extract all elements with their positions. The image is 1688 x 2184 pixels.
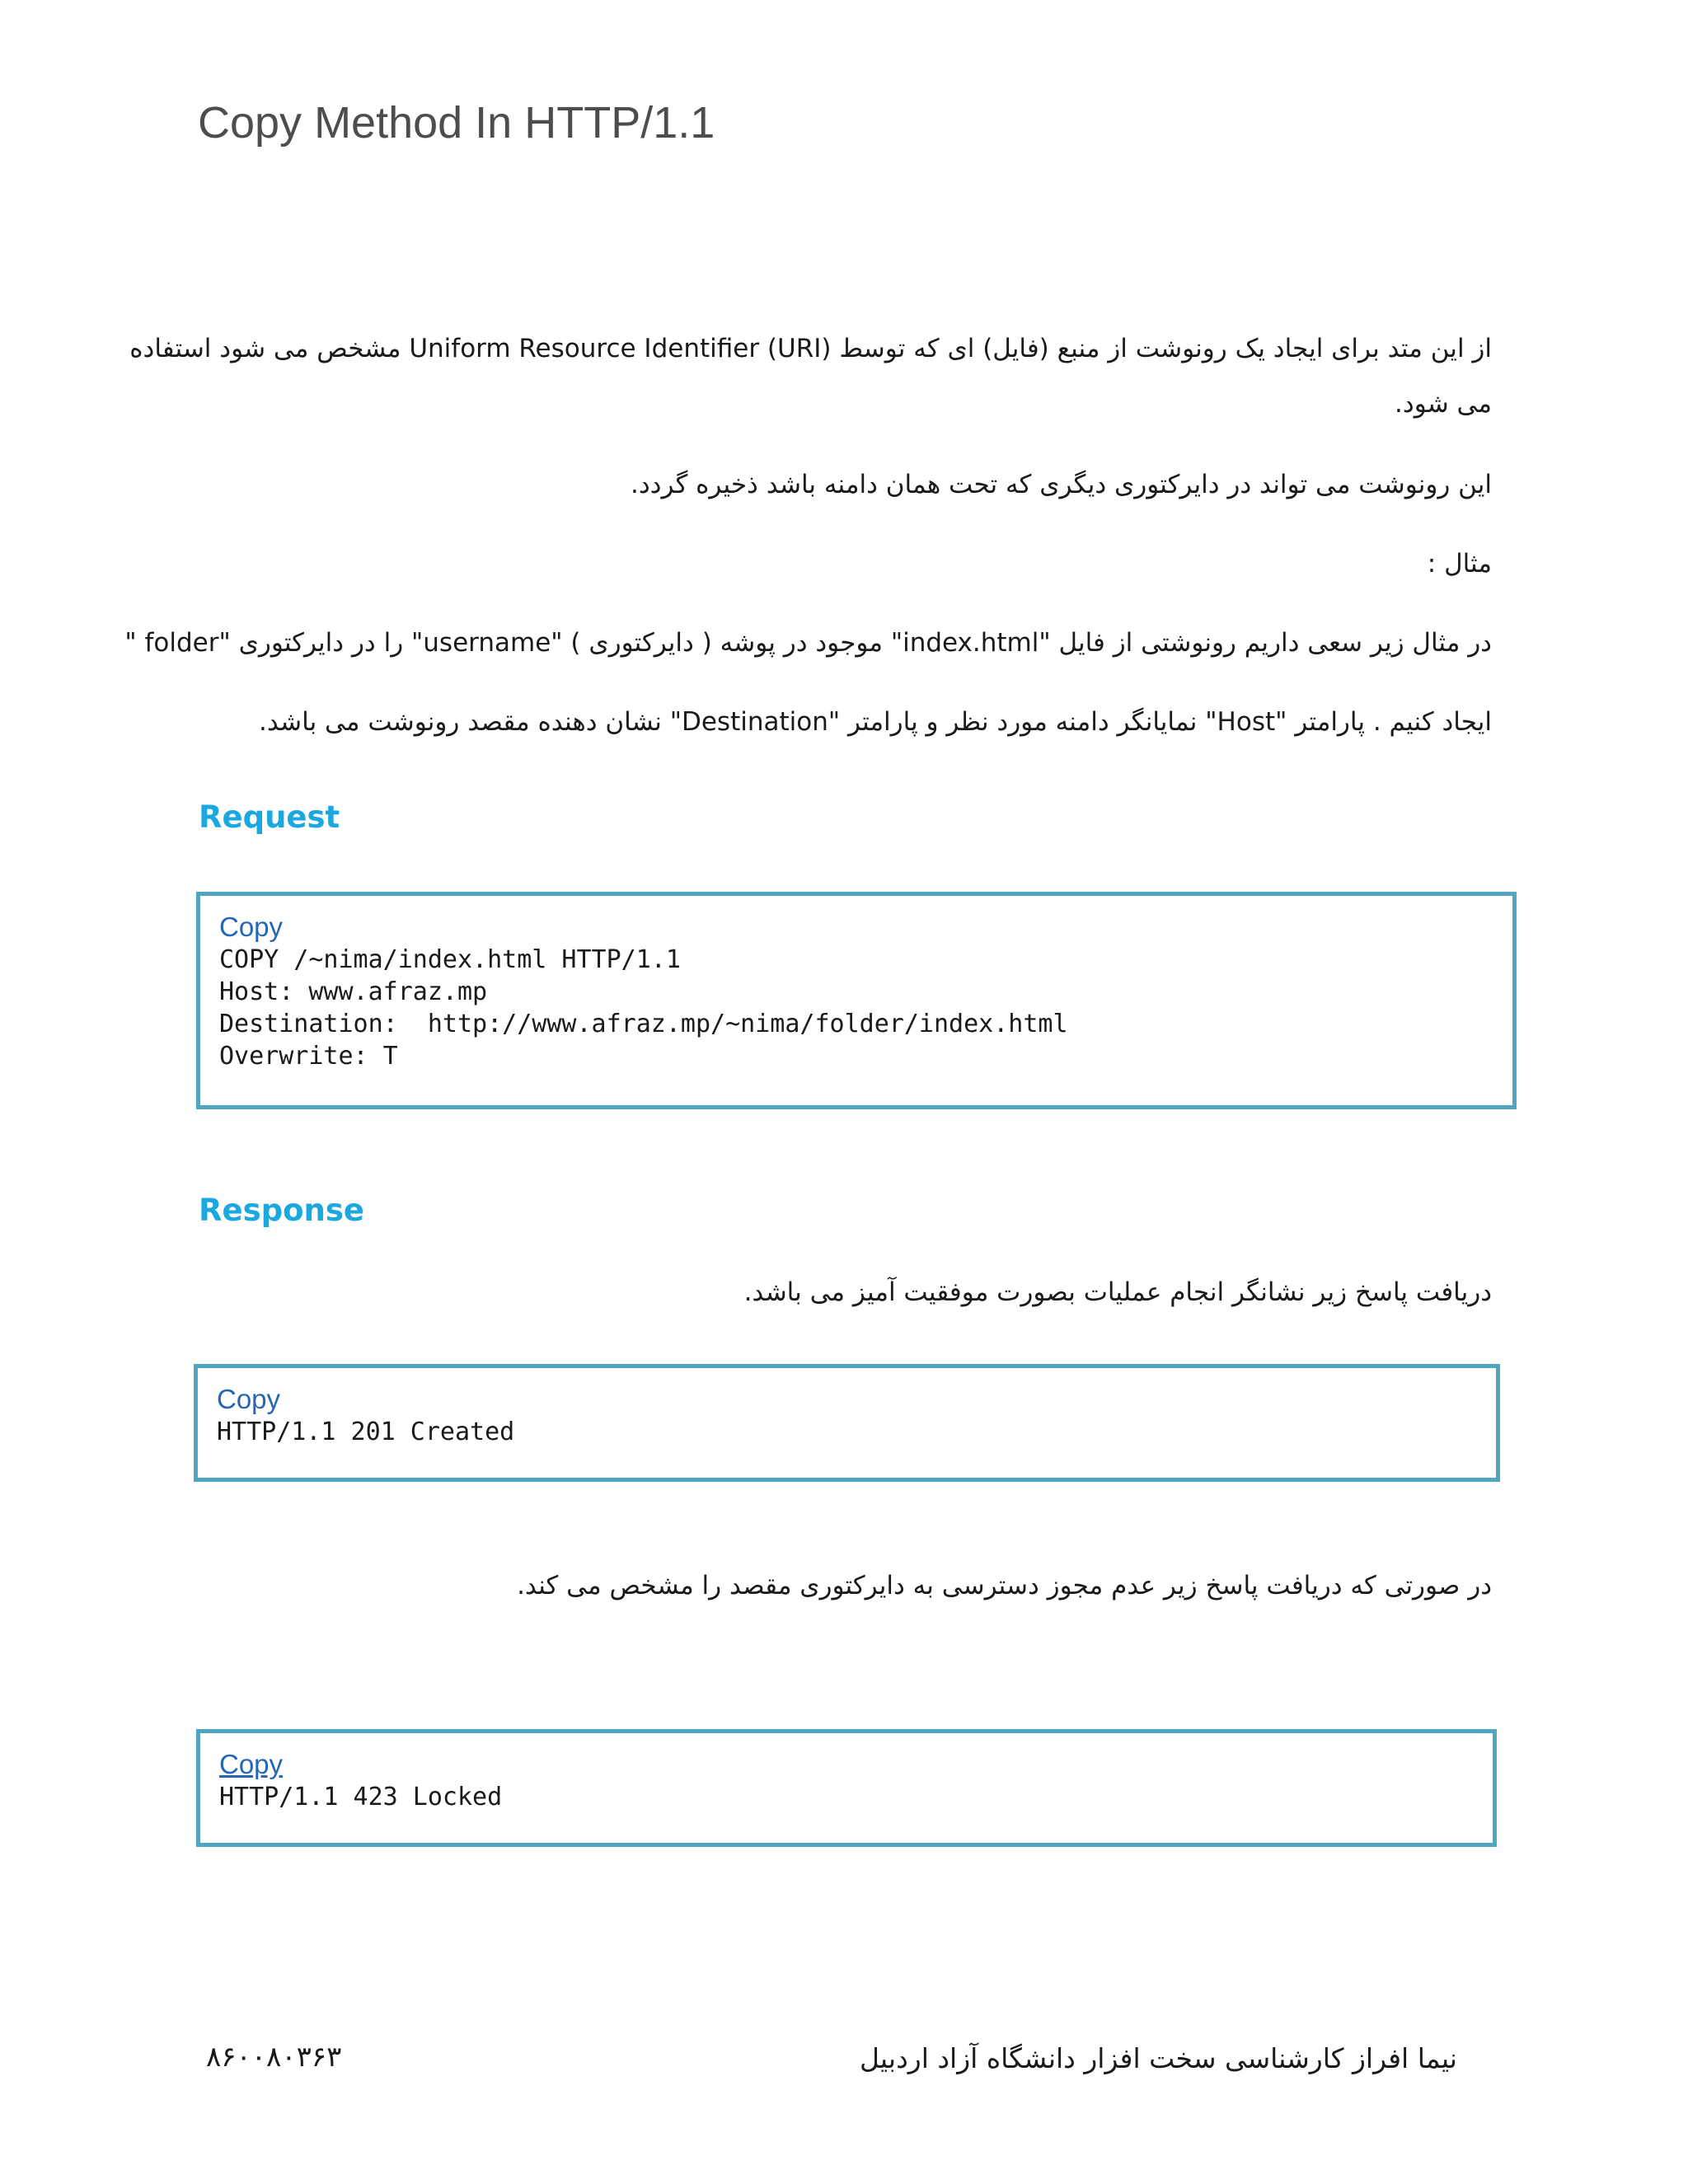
- request-code-label: Copy: [219, 912, 284, 942]
- request-code-block: [196, 892, 1517, 1109]
- example-label: مثال :: [1427, 549, 1492, 579]
- footer-id-number: ۸۶۰۰۸۰۳۶۳: [206, 2041, 342, 2074]
- intro-line-5: در مثال زیر سعی داریم رونوشتی از فایل "index.html" موجود در پوشه ( دایرکتوری ) "username" را در دایرکتوری "folder ": [124, 628, 1492, 658]
- locked-code-block: [196, 1729, 1497, 1847]
- footer-author: نیما افراز کارشناسی سخت افزار دانشگاه آزاد اردبیل: [859, 2042, 1457, 2074]
- success-code-label: Copy: [217, 1384, 281, 1414]
- locked-code-line: HTTP/1.1 423 Locked: [219, 1783, 503, 1811]
- success-code-line: HTTP/1.1 201 Created: [217, 1418, 515, 1446]
- intro-line-1: از این متد برای ایجاد یک رونوشت از منبع (فایل) ای که توسط Uniform Resource Identifier (URI) مشخص می شود استفاده: [129, 334, 1492, 363]
- locked-text: در صورتی که دریافت پاسخ زیر عدم مجوز دسترسی به دایرکتوری مقصد را مشخص می کند.: [517, 1571, 1492, 1601]
- page-title: Copy Method In HTTP/1.1: [198, 98, 715, 148]
- success-code-block: [194, 1364, 1500, 1482]
- success-text: دریافت پاسخ زیر نشانگر انجام عملیات بصورت موفقیت آمیز می باشد.: [743, 1277, 1492, 1307]
- locked-code-link[interactable]: Copy: [219, 1749, 284, 1779]
- request-code-line: Overwrite: T: [219, 1042, 398, 1071]
- intro-line-6: ایجاد کنیم . پارامتر "Host" نمایانگر دامنه مورد نظر و پارامتر "Destination" نشان دهنده مقصد رونوشت می باشد.: [259, 707, 1492, 737]
- request-code-line: COPY /~nima/index.html HTTP/1.1: [219, 945, 681, 974]
- request-heading: Request: [199, 799, 340, 835]
- intro-line-2: می شود.: [1395, 389, 1492, 419]
- response-heading: Response: [199, 1193, 364, 1228]
- intro-line-3: این رونوشت می تواند در دایرکتوری دیگری که تحت همان دامنه باشد ذخیره گردد.: [631, 470, 1492, 499]
- request-code-line: Host: www.afraz.mp: [219, 977, 488, 1006]
- request-code-line: Destination: http://www.afraz.mp/~nima/folder/index.html: [219, 1010, 1068, 1038]
